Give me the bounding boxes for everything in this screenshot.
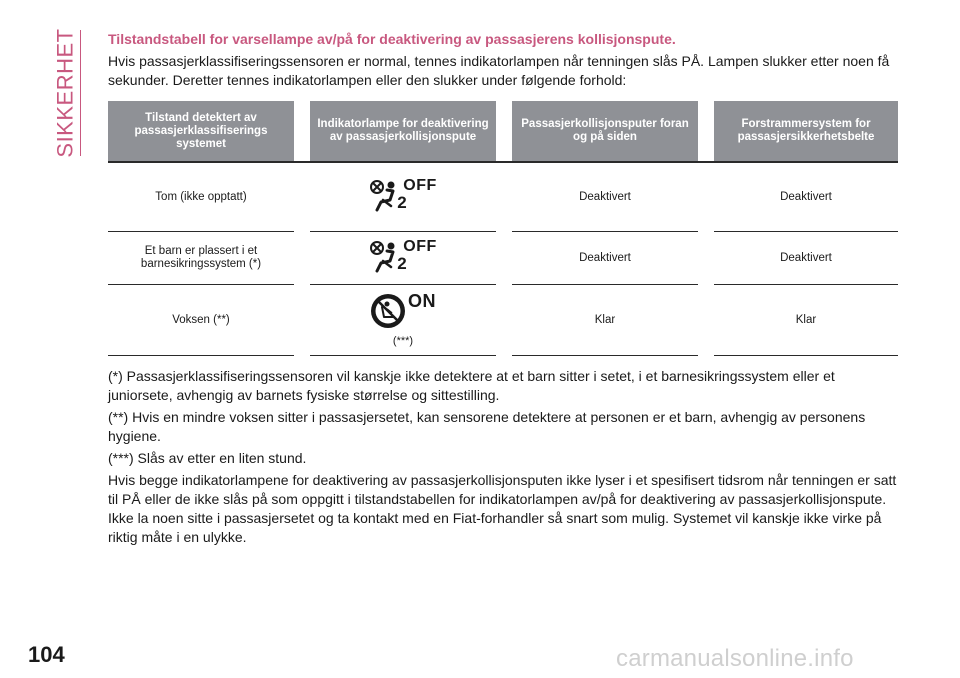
header-gap [496, 101, 512, 162]
condition-cell: Voksen (**) [108, 285, 294, 356]
section-side-tab [54, 30, 78, 156]
airbags-cell: Deaktivert [512, 162, 698, 232]
footnote-child: (*) Passasjerklassifiseringssensoren vil kanskje ikke detektere at et barn sitter i setet, i et barnesikringssystem eller et juniorsete, avhengig av barnets fysiske størrelse og sittestilling. [108, 368, 835, 403]
lamp-cell [310, 232, 496, 285]
table-row [108, 232, 898, 285]
page-number: 104 [28, 642, 65, 667]
condition-cell: Tom (ikke opptatt) [108, 162, 294, 232]
lamp-status-text: OFF [403, 177, 437, 194]
header-gap [294, 101, 310, 162]
lamp-cell [310, 285, 496, 356]
status-table [108, 101, 898, 356]
header-lamp: Indikatorlampe for deaktivering av passasjerkollisjonspute [310, 101, 496, 162]
intro-paragraph: Hvis passasjerklassifiseringssensoren er normal, tennes indikatorlampen når tenningen slås PÅ. Lampen slukker etter noen få sekunder. Deretter tennes indikatorlampen eller den slukker under følgende forhold: [108, 53, 890, 88]
watermark: carmanualsonline.info [616, 645, 854, 672]
pretensioner-cell: Deaktivert [714, 232, 898, 285]
pretensioner-cell: Klar [714, 285, 898, 356]
section-divider [80, 30, 81, 156]
header-condition: Tilstand detektert av passasjerklassifiserings systemet [108, 101, 294, 162]
condition-cell: Et barn er plassert i et barnesikringssystem (*) [108, 232, 294, 285]
lamp-indicator [370, 290, 436, 329]
header-gap [698, 101, 714, 162]
seat-number-label: 2 [397, 254, 407, 273]
lamp-status-text: OFF [403, 238, 437, 255]
table-row [108, 162, 898, 232]
lamp-indicator [369, 178, 437, 212]
airbags-cell: Klar [512, 285, 698, 356]
lamp-cell [310, 162, 496, 232]
table-row [108, 285, 898, 356]
footnotes [108, 367, 898, 550]
lamp-caption: (***) [392, 334, 414, 347]
pretensioner-cell: Deaktivert [714, 162, 898, 232]
header-pretensioner: Forstrammersystem for passasjersikkerhetsbelte [714, 101, 898, 162]
seat-number-label: 2 [397, 193, 407, 212]
header-airbags: Passasjerkollisjonsputer foran og på siden [512, 101, 698, 162]
lamp-indicator [369, 239, 437, 273]
table-heading: Tilstandstabell for varsellampe av/på for deaktivering av passasjerens kollisjonspute. [108, 31, 676, 47]
intro-block [108, 30, 898, 90]
airbag-on-icon [370, 293, 406, 329]
airbags-cell: Deaktivert [512, 232, 698, 285]
warning-paragraph: Hvis begge indikatorlampene for deaktivering av passasjerkollisjonsputen ikke lyser i et spesifisert tidsrom når tenningen er satt til PÅ eller de ikke slås på som oppgitt i tilstandstabellen for indikatorlampen av/på for deaktivering av passasjerkollisjonspute. Ikke la noen sitte i passasjersetet og ta kontakt med en Fiat-forhandler så snart som mulig. Systemet vil kanskje ikke virke på riktig måte i en ulykke. [108, 472, 897, 545]
lamp-status-text: ON [408, 290, 436, 311]
table-header-row [108, 101, 898, 162]
footnote-timeout: (***) Slås av etter en liten stund. [108, 450, 307, 466]
section-label: SIKKERHET [53, 28, 79, 158]
footnote-adult: (**) Hvis en mindre voksen sitter i passasjersetet, kan sensorene detektere at personen er et barn, avhengig av personens hygiene. [108, 409, 866, 444]
